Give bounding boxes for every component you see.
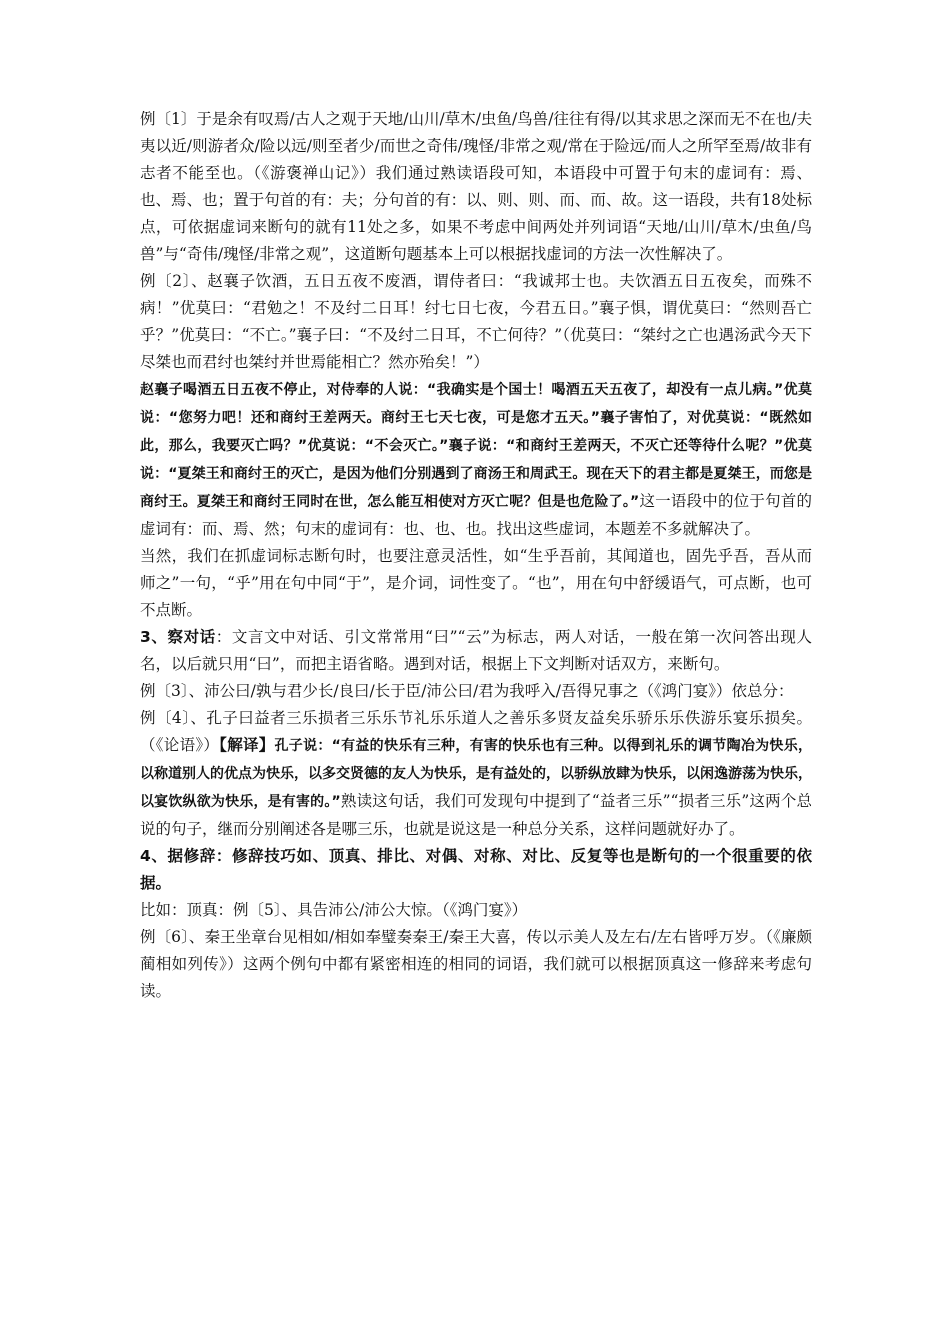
- example-5-paragraph: 比如：顶真：例〔5〕、具告沛公/沛公大惊。（《鸿门宴》）: [140, 901, 528, 919]
- translation-paragraph: [140, 376, 812, 543]
- dialogue-section: [140, 624, 812, 678]
- translation-text: 赵襄子喝酒五日五夜不停止，对侍奉的人说：“我确实是个国士！喝酒五天五夜了，却没有一点儿病。”优莫说：“您努力吧！还和商纣王差两天。商纣王七天七夜，可是您才五天。”襄子害怕了，对优莫说：“既然如此，那么，我要灭亡吗？”优莫说：“不会灭亡。”襄子说：“和商纣王差两天，不灭亡还等待什么呢？”优莫说：“夏桀王和商纣王的灭亡，是因为他们分别遇到了商汤王和周武王。现在天下的君主都是夏桀王，而您是商纣王。夏桀王和商纣王同时在世，怎么能互相使对方灭亡呢？但是也危险了。”: [140, 382, 812, 510]
- example-6-paragraph: 例〔6〕、秦王坐章台见相如/相如奉璧奏秦王/秦王大喜，传以示美人及左右/左右皆呼万岁。（《廉颇蔺相如列传》）这两个例句中都有紧密相连的相同的词语，我们就可以根据顶真这一修辞来考虑句读。: [140, 928, 812, 1000]
- example-4-text: 例〔4〕、孔子曰益者三乐损者三乐乐节礼乐乐道人之善乐多贤友益矣乐骄乐乐佚游乐宴乐损矣。（《论语》）: [140, 709, 812, 754]
- explanation-label: 【解译】: [219, 736, 275, 754]
- document-body: [140, 106, 812, 1005]
- example-4-analysis: 熟读这句话，我们可发现句中提到了“益者三乐”“损者三乐”这两个总说的句子，继而分别阐述各是哪三乐，也就是说这是一种总分关系，这样问题就好办了。: [140, 792, 812, 838]
- example-1-paragraph: 例〔1〕于是余有叹焉/古人之观于天地/山川/草木/虫鱼/鸟兽/往往有得/以其求思之深而无不在也/夫夷以近/则游者众/险以远/则至者少/而世之奇伟/瑰怪/非常之观/常在于险远/而人之所罕至焉/故非有志者不能至也。（《游褒禅山记》）我们通过熟读语段可知，本语段中可置于句末的虚词有：焉、也、焉、也；置于句首的有：夫；分句首的有：以、则、则、而、而、故。这一语段，共有18处标点，可依据虚词来断句的就有11处之多，如果不考虑中间两处并列词语“天地/山川/草木/虫鱼/鸟兽”与“奇伟/瑰怪/非常之观”，这道断句题基本上可以根据找虚词的方法一次性解决了。: [140, 110, 812, 263]
- example-4-paragraph: [140, 705, 812, 843]
- example-2-paragraph: 例〔2〕、赵襄子饮酒，五日五夜不废酒，谓侍者曰：“我诚邦士也。夫饮酒五日五夜矣，而殊不病！”优莫曰：“君勉之！不及纣二日耳！纣七日七夜，今君五日。”襄子惧，谓优莫曰：“然则吾亡乎？”优莫曰：“不亡。”襄子曰：“不及纣二日耳，不亡何待？”（优莫曰：“桀纣之亡也遇汤武今天下尽桀也而君纣也桀纣并世焉能相亡？然亦殆矣！”）: [140, 272, 812, 371]
- section-heading-rhetoric: 4、据修辞：修辞技巧如、顶真、排比、对偶、对称、对比、反复等也是断句的一个很重要的依据。: [140, 847, 812, 892]
- section-heading-dialogue: 3、察对话: [140, 628, 216, 646]
- example-3-paragraph: 例〔3〕、沛公曰/孰与君少长/良曰/长于臣/沛公曰/君为我呼入/吾得兄事之（《鸿门宴》）依总分：: [140, 682, 794, 700]
- flexibility-paragraph: 当然，我们在抓虚词标志断句时，也要注意灵活性，如“生乎吾前，其闻道也，固先乎吾，吾从而师之”一句，“乎”用在句中同“于”，是介词，词性变了。“也”，用在句中舒缓语气，可点断，也可不点断。: [140, 547, 812, 619]
- explanation-text: 孔子说：“有益的快乐有三种，有害的快乐也有三种。以得到礼乐的调节陶冶为快乐，以称道别人的优点为快乐，以多交贤德的友人为快乐，是有益处的，以骄纵放肆为快乐，以闲逸游荡为快乐，以宴饮纵欲为快乐，是有害的。”: [140, 738, 812, 810]
- dialogue-body: ：文言文中对话、引文常常用“曰”“云”为标志，两人对话，一般在第一次问答出现人名，以后就只用“曰”，而把主语省略。遇到对话，根据上下文判断对话双方，来断句。: [140, 628, 812, 673]
- translation-analysis: 这一语段中的位于句首的虚词有：而、焉、然；句末的虚词有：也、也、也。找出这些虚词，本题差不多就解决了。: [140, 492, 812, 538]
